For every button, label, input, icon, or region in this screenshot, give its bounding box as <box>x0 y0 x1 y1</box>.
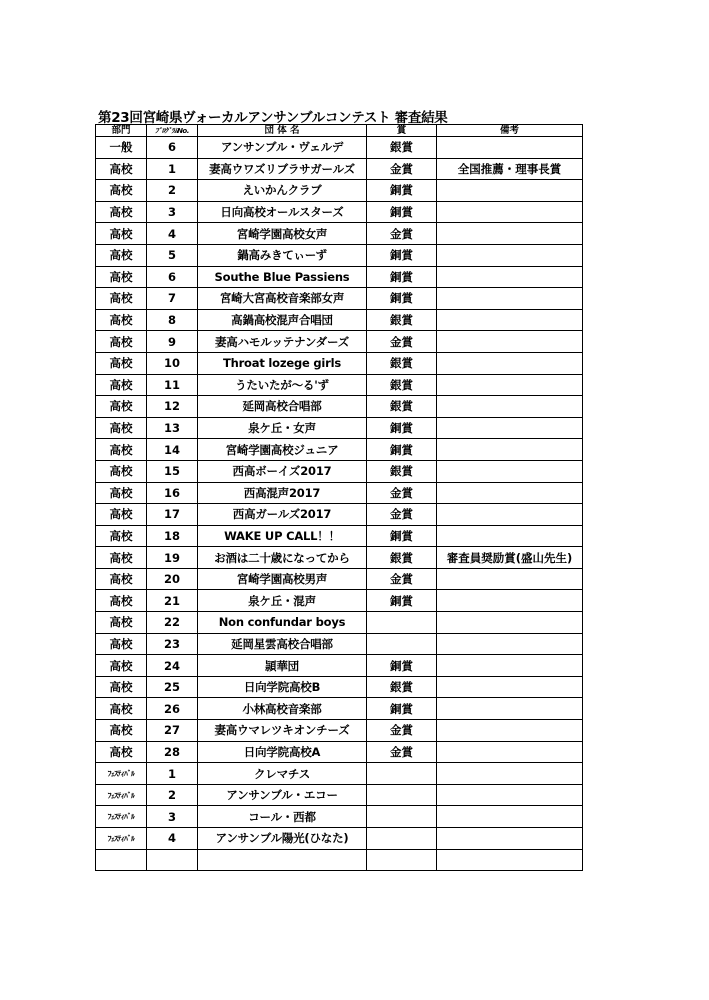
cell-dept: 高校 <box>96 309 147 331</box>
cell-dept: 高校 <box>96 288 147 310</box>
table-row <box>96 720 583 742</box>
table-row <box>96 309 583 331</box>
cell-remarks <box>437 504 583 526</box>
cell-group-name: 妻高ウワズリブラサガールズ <box>198 158 367 180</box>
cell-program-no: 16 <box>147 482 198 504</box>
cell-program-no: 21 <box>147 590 198 612</box>
table-row <box>96 137 583 159</box>
cell-dept: 高校 <box>96 244 147 266</box>
table-row <box>96 158 583 180</box>
table-row <box>96 223 583 245</box>
cell-award: 金賞 <box>367 504 437 526</box>
cell-program-no: 17 <box>147 504 198 526</box>
cell-group-name: 鍋高みきてぃーず <box>198 244 367 266</box>
cell-remarks <box>437 439 583 461</box>
table-row <box>96 828 583 850</box>
cell-award <box>367 849 437 871</box>
table-row <box>96 417 583 439</box>
cell-remarks <box>437 352 583 374</box>
cell-program-no: 5 <box>147 244 198 266</box>
cell-program-no: 3 <box>147 201 198 223</box>
cell-group-name: 頴華団 <box>198 655 367 677</box>
table-row <box>96 612 583 634</box>
header-award: 賞 <box>367 125 437 137</box>
cell-dept: 高校 <box>96 504 147 526</box>
header-program-no: ﾌﾟﾛｸﾞﾗﾑNo. <box>147 125 198 137</box>
table-row <box>96 849 583 871</box>
table-row <box>96 590 583 612</box>
cell-dept: 高校 <box>96 547 147 569</box>
cell-program-no <box>147 849 198 871</box>
cell-group-name: コール・西都 <box>198 806 367 828</box>
table-row <box>96 741 583 763</box>
cell-group-name: 宮崎大宮高校音楽部女声 <box>198 288 367 310</box>
cell-award: 金賞 <box>367 158 437 180</box>
cell-award: 銅賞 <box>367 244 437 266</box>
table-row <box>96 784 583 806</box>
table-row <box>96 676 583 698</box>
cell-program-no: 9 <box>147 331 198 353</box>
cell-dept: 高校 <box>96 417 147 439</box>
table-row <box>96 331 583 353</box>
cell-group-name: 宮崎学園高校ジュニア <box>198 439 367 461</box>
document-title: 第23回宮崎県ヴォーカルアンサンブルコンテスト 審査結果 <box>98 110 448 126</box>
cell-remarks <box>437 806 583 828</box>
cell-group-name: 妻高ハモルッテナンダーズ <box>198 331 367 353</box>
cell-dept: 高校 <box>96 720 147 742</box>
cell-group-name: 西高ガールズ2017 <box>198 504 367 526</box>
cell-group-name: Non confundar boys <box>198 612 367 634</box>
table-row <box>96 201 583 223</box>
cell-program-no: 27 <box>147 720 198 742</box>
cell-program-no: 15 <box>147 460 198 482</box>
cell-program-no: 11 <box>147 374 198 396</box>
cell-group-name: アンサンブル・エコー <box>198 784 367 806</box>
cell-group-name: 妻高ウマレツキオンチーズ <box>198 720 367 742</box>
table-row <box>96 374 583 396</box>
cell-dept: 高校 <box>96 223 147 245</box>
cell-program-no: 18 <box>147 525 198 547</box>
cell-program-no: 23 <box>147 633 198 655</box>
cell-dept: 高校 <box>96 612 147 634</box>
cell-remarks <box>437 828 583 850</box>
cell-remarks <box>437 331 583 353</box>
cell-program-no: 8 <box>147 309 198 331</box>
cell-group-name: クレマチス <box>198 763 367 785</box>
cell-remarks <box>437 396 583 418</box>
cell-dept: 高校 <box>96 396 147 418</box>
cell-dept: 高校 <box>96 655 147 677</box>
cell-award: 金賞 <box>367 568 437 590</box>
cell-award: 金賞 <box>367 331 437 353</box>
table-row <box>96 288 583 310</box>
cell-dept: 高校 <box>96 352 147 374</box>
cell-program-no: 7 <box>147 288 198 310</box>
cell-program-no: 14 <box>147 439 198 461</box>
cell-award: 銀賞 <box>367 396 437 418</box>
table-row <box>96 763 583 785</box>
cell-group-name: 小林高校音楽部 <box>198 698 367 720</box>
cell-award: 金賞 <box>367 223 437 245</box>
header-group-name: 団 体 名 <box>198 125 367 137</box>
cell-award <box>367 612 437 634</box>
cell-group-name: Throat lozege girls <box>198 352 367 374</box>
table-row <box>96 698 583 720</box>
cell-group-name: 日向高校オールスターズ <box>198 201 367 223</box>
cell-group-name: 宮崎学園高校女声 <box>198 223 367 245</box>
cell-dept: 高校 <box>96 676 147 698</box>
header-remarks: 備考 <box>437 125 583 137</box>
cell-dept: 高校 <box>96 158 147 180</box>
cell-group-name: 延岡星雲高校合唱部 <box>198 633 367 655</box>
cell-program-no: 24 <box>147 655 198 677</box>
cell-award: 銀賞 <box>367 547 437 569</box>
cell-remarks <box>437 288 583 310</box>
cell-dept: 高校 <box>96 374 147 396</box>
cell-remarks <box>437 633 583 655</box>
cell-award <box>367 806 437 828</box>
cell-program-no: 19 <box>147 547 198 569</box>
cell-dept <box>96 849 147 871</box>
cell-remarks <box>437 266 583 288</box>
cell-remarks <box>437 720 583 742</box>
cell-remarks <box>437 612 583 634</box>
cell-remarks <box>437 655 583 677</box>
cell-dept: 高校 <box>96 180 147 202</box>
cell-dept: ﾌｪｽﾃｨﾊﾞﾙ <box>96 806 147 828</box>
cell-dept: 高校 <box>96 460 147 482</box>
table-row <box>96 482 583 504</box>
cell-group-name: 高鍋高校混声合唱団 <box>198 309 367 331</box>
cell-award <box>367 784 437 806</box>
cell-program-no: 6 <box>147 266 198 288</box>
cell-group-name: Southe Blue Passiens <box>198 266 367 288</box>
cell-remarks <box>437 568 583 590</box>
cell-remarks <box>437 460 583 482</box>
cell-award: 銀賞 <box>367 460 437 482</box>
table-row <box>96 180 583 202</box>
cell-award <box>367 763 437 785</box>
cell-program-no: 22 <box>147 612 198 634</box>
cell-award: 銅賞 <box>367 525 437 547</box>
cell-dept: 高校 <box>96 741 147 763</box>
cell-remarks <box>437 676 583 698</box>
cell-award: 銅賞 <box>367 698 437 720</box>
cell-remarks <box>437 223 583 245</box>
cell-remarks <box>437 698 583 720</box>
cell-program-no: 12 <box>147 396 198 418</box>
cell-dept: ﾌｪｽﾃｨﾊﾞﾙ <box>96 763 147 785</box>
cell-award <box>367 633 437 655</box>
cell-program-no: 2 <box>147 180 198 202</box>
table-row <box>96 460 583 482</box>
cell-award: 銅賞 <box>367 180 437 202</box>
cell-dept: ﾌｪｽﾃｨﾊﾞﾙ <box>96 784 147 806</box>
table-row <box>96 504 583 526</box>
cell-program-no: 1 <box>147 158 198 180</box>
cell-group-name: 泉ケ丘・女声 <box>198 417 367 439</box>
cell-remarks <box>437 525 583 547</box>
results-table <box>95 124 583 871</box>
cell-group-name: お酒は二十歳になってから <box>198 547 367 569</box>
cell-group-name <box>198 849 367 871</box>
table-row <box>96 547 583 569</box>
cell-dept: 高校 <box>96 698 147 720</box>
cell-program-no: 10 <box>147 352 198 374</box>
cell-dept: 高校 <box>96 331 147 353</box>
cell-remarks <box>437 137 583 159</box>
cell-program-no: 4 <box>147 223 198 245</box>
table-row <box>96 266 583 288</box>
cell-award: 銅賞 <box>367 288 437 310</box>
table-row <box>96 396 583 418</box>
cell-award: 銀賞 <box>367 676 437 698</box>
table-row <box>96 439 583 461</box>
cell-remarks <box>437 374 583 396</box>
cell-group-name: 宮崎学園高校男声 <box>198 568 367 590</box>
cell-program-no: 1 <box>147 763 198 785</box>
cell-program-no: 4 <box>147 828 198 850</box>
cell-program-no: 2 <box>147 784 198 806</box>
table-row <box>96 525 583 547</box>
cell-dept: 高校 <box>96 201 147 223</box>
cell-award: 銅賞 <box>367 439 437 461</box>
cell-program-no: 28 <box>147 741 198 763</box>
cell-group-name: うたいたが～る'ず <box>198 374 367 396</box>
cell-remarks <box>437 309 583 331</box>
cell-group-name: えいかんクラブ <box>198 180 367 202</box>
cell-group-name: アンサンブル・ヴェルデ <box>198 137 367 159</box>
cell-remarks <box>437 201 583 223</box>
cell-program-no: 25 <box>147 676 198 698</box>
cell-dept: 高校 <box>96 266 147 288</box>
cell-group-name: 西高混声2017 <box>198 482 367 504</box>
table-row <box>96 352 583 374</box>
cell-remarks <box>437 784 583 806</box>
table-body <box>96 137 583 871</box>
cell-award: 銅賞 <box>367 201 437 223</box>
cell-remarks <box>437 180 583 202</box>
cell-award: 銀賞 <box>367 374 437 396</box>
cell-remarks <box>437 763 583 785</box>
cell-award <box>367 828 437 850</box>
cell-award: 銅賞 <box>367 655 437 677</box>
cell-remarks <box>437 741 583 763</box>
table-row <box>96 806 583 828</box>
header-dept: 部門 <box>96 125 147 137</box>
cell-program-no: 6 <box>147 137 198 159</box>
cell-group-name: 泉ケ丘・混声 <box>198 590 367 612</box>
cell-dept: 高校 <box>96 439 147 461</box>
cell-remarks <box>437 849 583 871</box>
cell-dept: 高校 <box>96 633 147 655</box>
cell-dept: 一般 <box>96 137 147 159</box>
cell-program-no: 20 <box>147 568 198 590</box>
cell-award: 金賞 <box>367 720 437 742</box>
cell-award: 銅賞 <box>367 417 437 439</box>
cell-group-name: 日向学院高校A <box>198 741 367 763</box>
cell-remarks <box>437 482 583 504</box>
cell-program-no: 3 <box>147 806 198 828</box>
cell-group-name: 延岡高校合唱部 <box>198 396 367 418</box>
cell-dept: 高校 <box>96 568 147 590</box>
cell-award: 金賞 <box>367 482 437 504</box>
table-row <box>96 244 583 266</box>
cell-award: 銅賞 <box>367 590 437 612</box>
cell-remarks <box>437 417 583 439</box>
cell-award: 銅賞 <box>367 266 437 288</box>
cell-group-name: WAKE UP CALL！！ <box>198 525 367 547</box>
cell-group-name: 西高ボーイズ2017 <box>198 460 367 482</box>
cell-award: 銀賞 <box>367 352 437 374</box>
cell-award: 金賞 <box>367 741 437 763</box>
table-row <box>96 633 583 655</box>
cell-dept: 高校 <box>96 482 147 504</box>
cell-award: 銀賞 <box>367 137 437 159</box>
cell-dept: 高校 <box>96 590 147 612</box>
cell-group-name: アンサンブル陽光(ひなた) <box>198 828 367 850</box>
cell-group-name: 日向学院高校B <box>198 676 367 698</box>
cell-program-no: 13 <box>147 417 198 439</box>
table-header-row <box>96 125 583 137</box>
table-row <box>96 568 583 590</box>
cell-program-no: 26 <box>147 698 198 720</box>
cell-award: 銀賞 <box>367 309 437 331</box>
cell-remarks: 審査員奨励賞(盛山先生) <box>437 547 583 569</box>
table-row <box>96 655 583 677</box>
cell-remarks: 全国推薦・理事長賞 <box>437 158 583 180</box>
cell-dept: 高校 <box>96 525 147 547</box>
cell-remarks <box>437 244 583 266</box>
cell-dept: ﾌｪｽﾃｨﾊﾞﾙ <box>96 828 147 850</box>
cell-remarks <box>437 590 583 612</box>
